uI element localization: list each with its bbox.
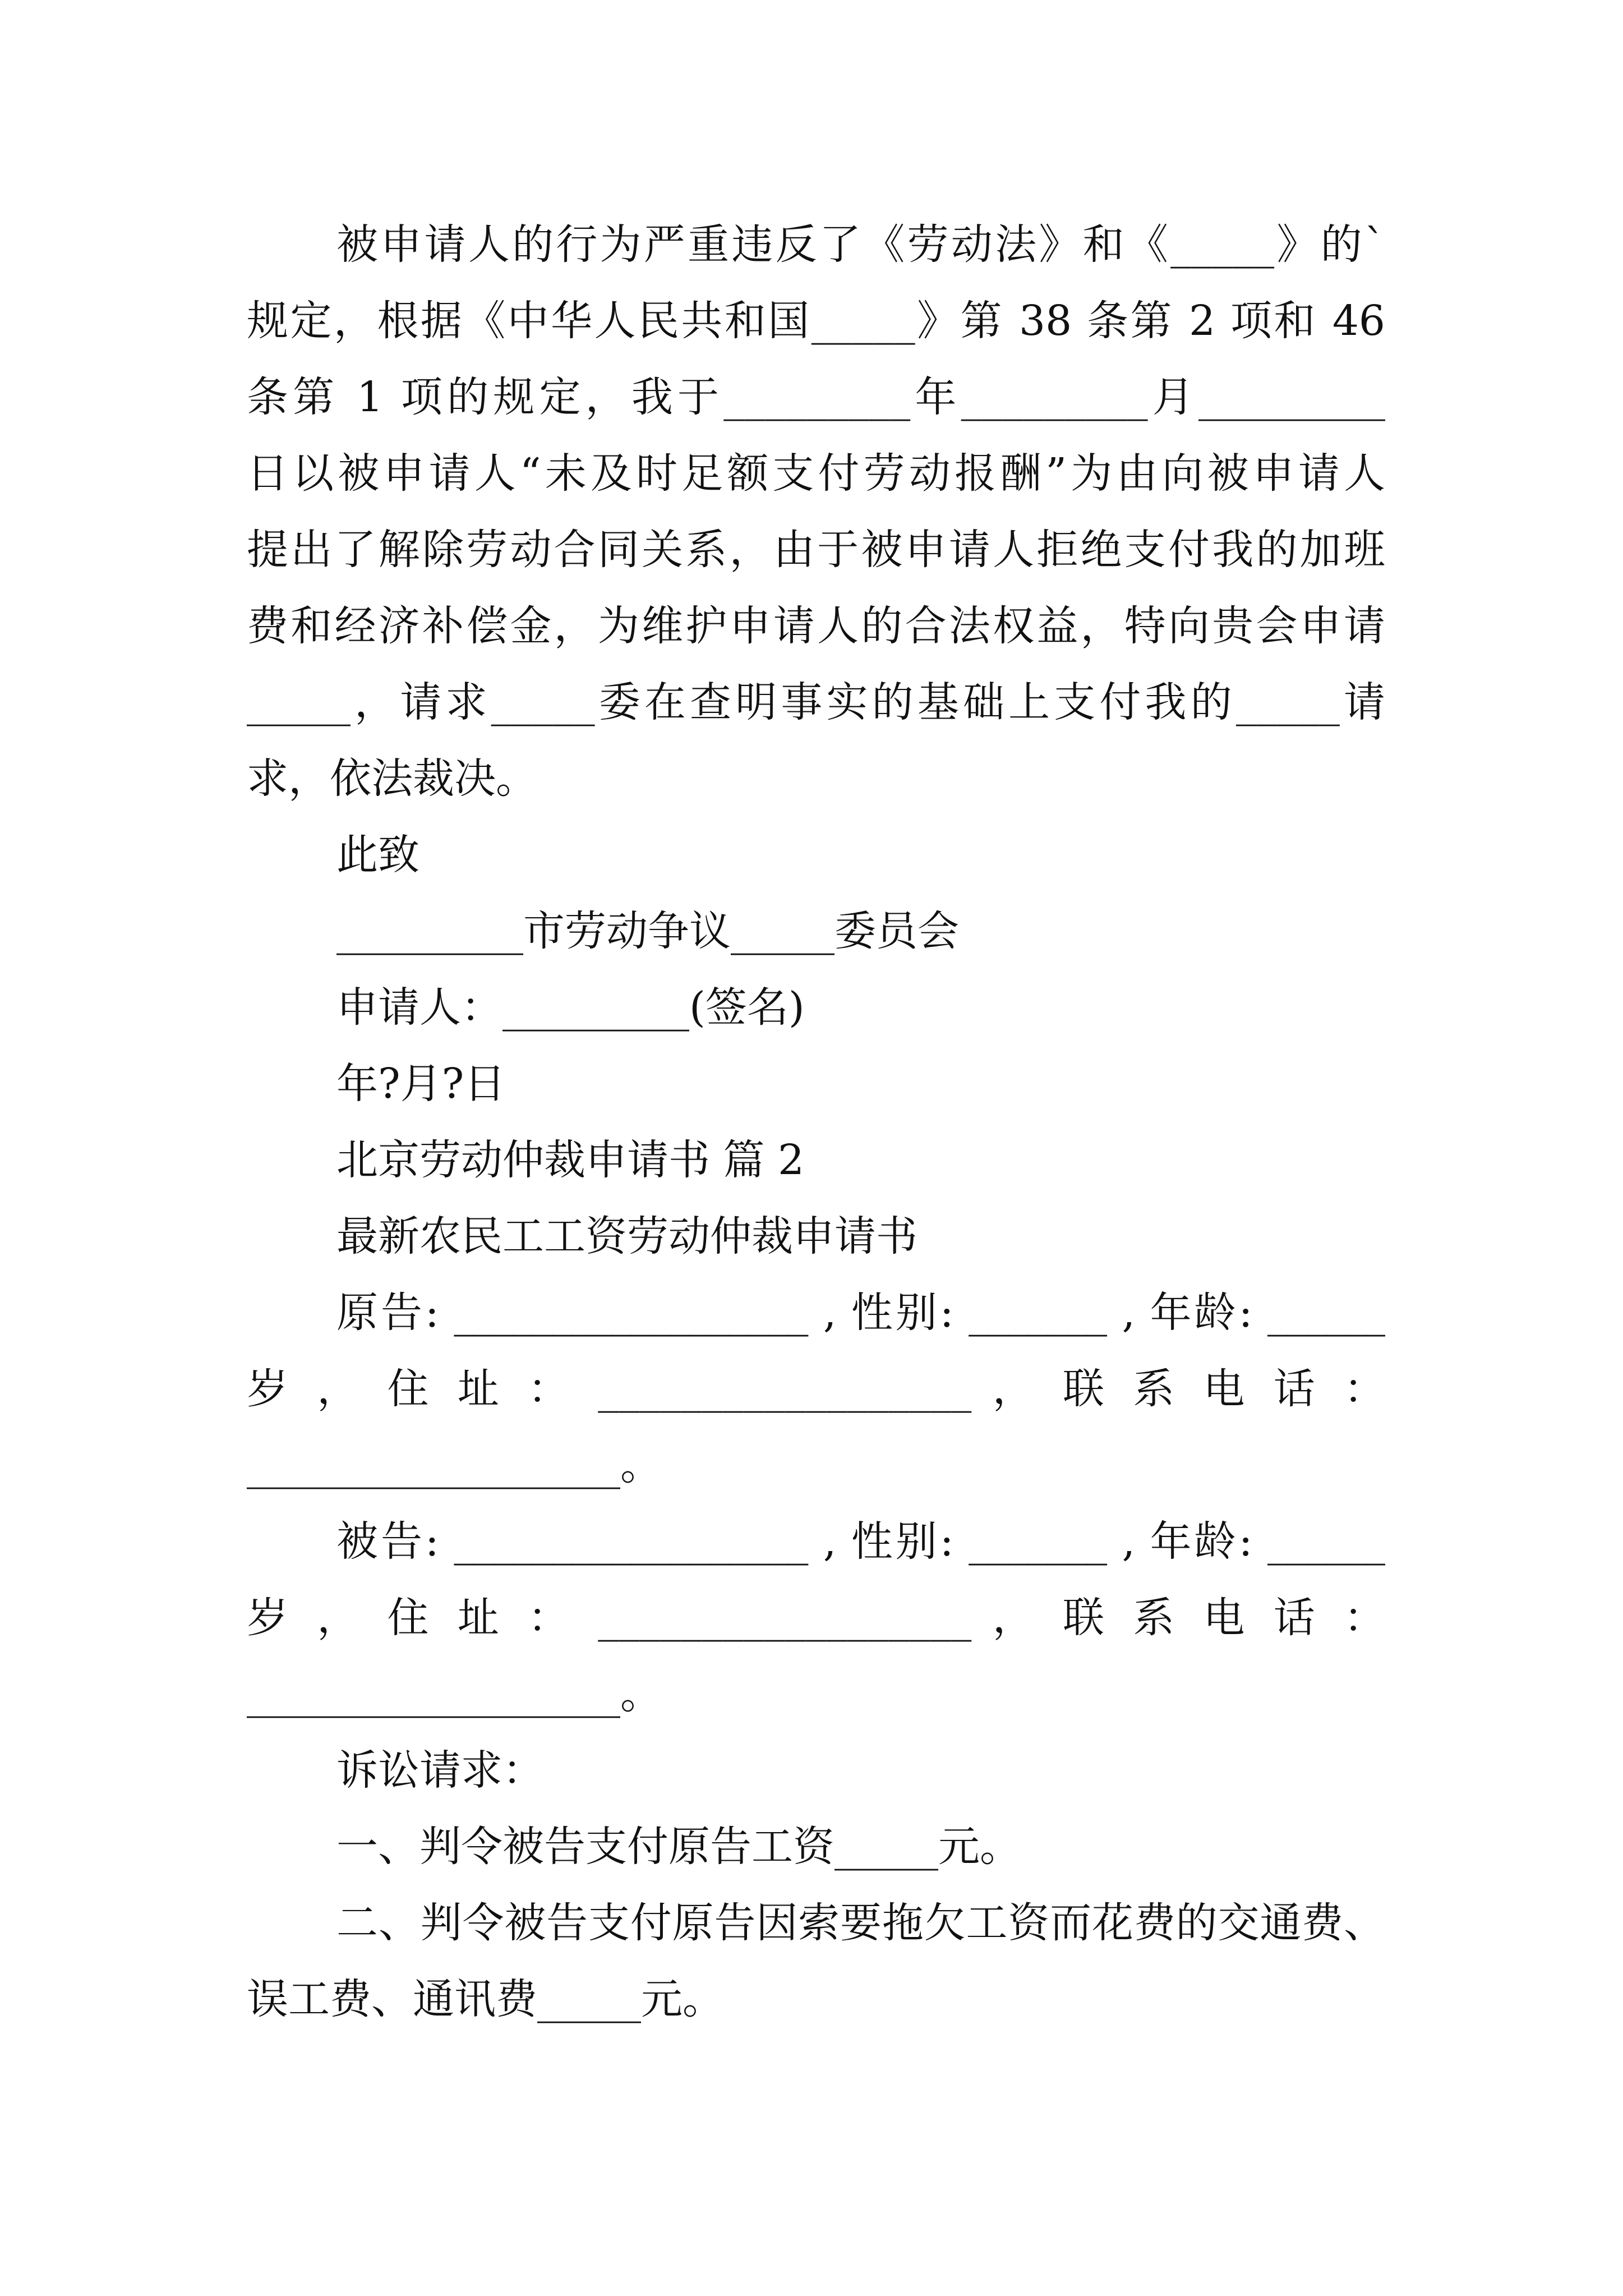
body-text-line: 求，依法裁决。 [247, 754, 537, 803]
plaintiff-phone-line: __________________。 [247, 1441, 662, 1489]
claims-heading: 诉讼请求： [336, 1746, 544, 1795]
date-line: 年?月?日 [336, 1060, 506, 1108]
defendant-phone-line: __________________。 [247, 1670, 662, 1718]
body-text-line: 条第 1 项的规定，我于_________年_________月_________ [247, 373, 1385, 421]
claim-item: 二、判令被告支付原告因索要拖欠工资而花费的交通费、 [336, 1899, 1385, 1947]
plaintiff-address-line: 岁 ， 住 址 ： __________________ ， 联 系 电 话 ： [247, 1365, 1385, 1413]
body-text-line: 提出了解除劳动合同关系，由于被申请人拒绝支付我的加班 [247, 526, 1385, 574]
section-heading: 北京劳动仲裁申请书 篇 2 [336, 1136, 805, 1184]
plaintiff-info-line: 原告: __________________ , 性别: _______ , 年龄: ______ [336, 1289, 1385, 1337]
document-title: 最新农民工工资劳动仲裁申请书 [336, 1212, 917, 1260]
body-text-line: 费和经济补偿金，为维护申请人的合法权益，特向贵会申请 [247, 602, 1385, 650]
defendant-address-line: 岁 ， 住 址 ： __________________ ， 联 系 电 话 ： [247, 1594, 1385, 1642]
body-text-line: 规定，根据《中华人民共和国_____》第 38 条第 2 项和 46 [247, 297, 1385, 345]
claim-item-continuation: 误工费、通讯费_____元。 [247, 1975, 724, 2023]
defendant-info-line: 被告: __________________ , 性别: _______ , 年龄: ______ [336, 1517, 1385, 1566]
claim-item: 一、判令被告支付原告工资_____元。 [336, 1823, 1021, 1871]
body-text-line: _____，请求_____委在查明事实的基础上支付我的_____请 [247, 678, 1385, 726]
salutation: 此致 [336, 831, 419, 879]
applicant-signature-line: 申请人：_________(签名) [336, 983, 805, 1032]
body-text-line: 被申请人的行为严重违反了《劳动法》和《_____》的` [336, 220, 1385, 269]
body-text-line: 日以被申请人“未及时足额支付劳动报酬”为由向被申请人 [247, 449, 1385, 498]
addressee-line: _________市劳动争议_____委员会 [336, 907, 959, 955]
